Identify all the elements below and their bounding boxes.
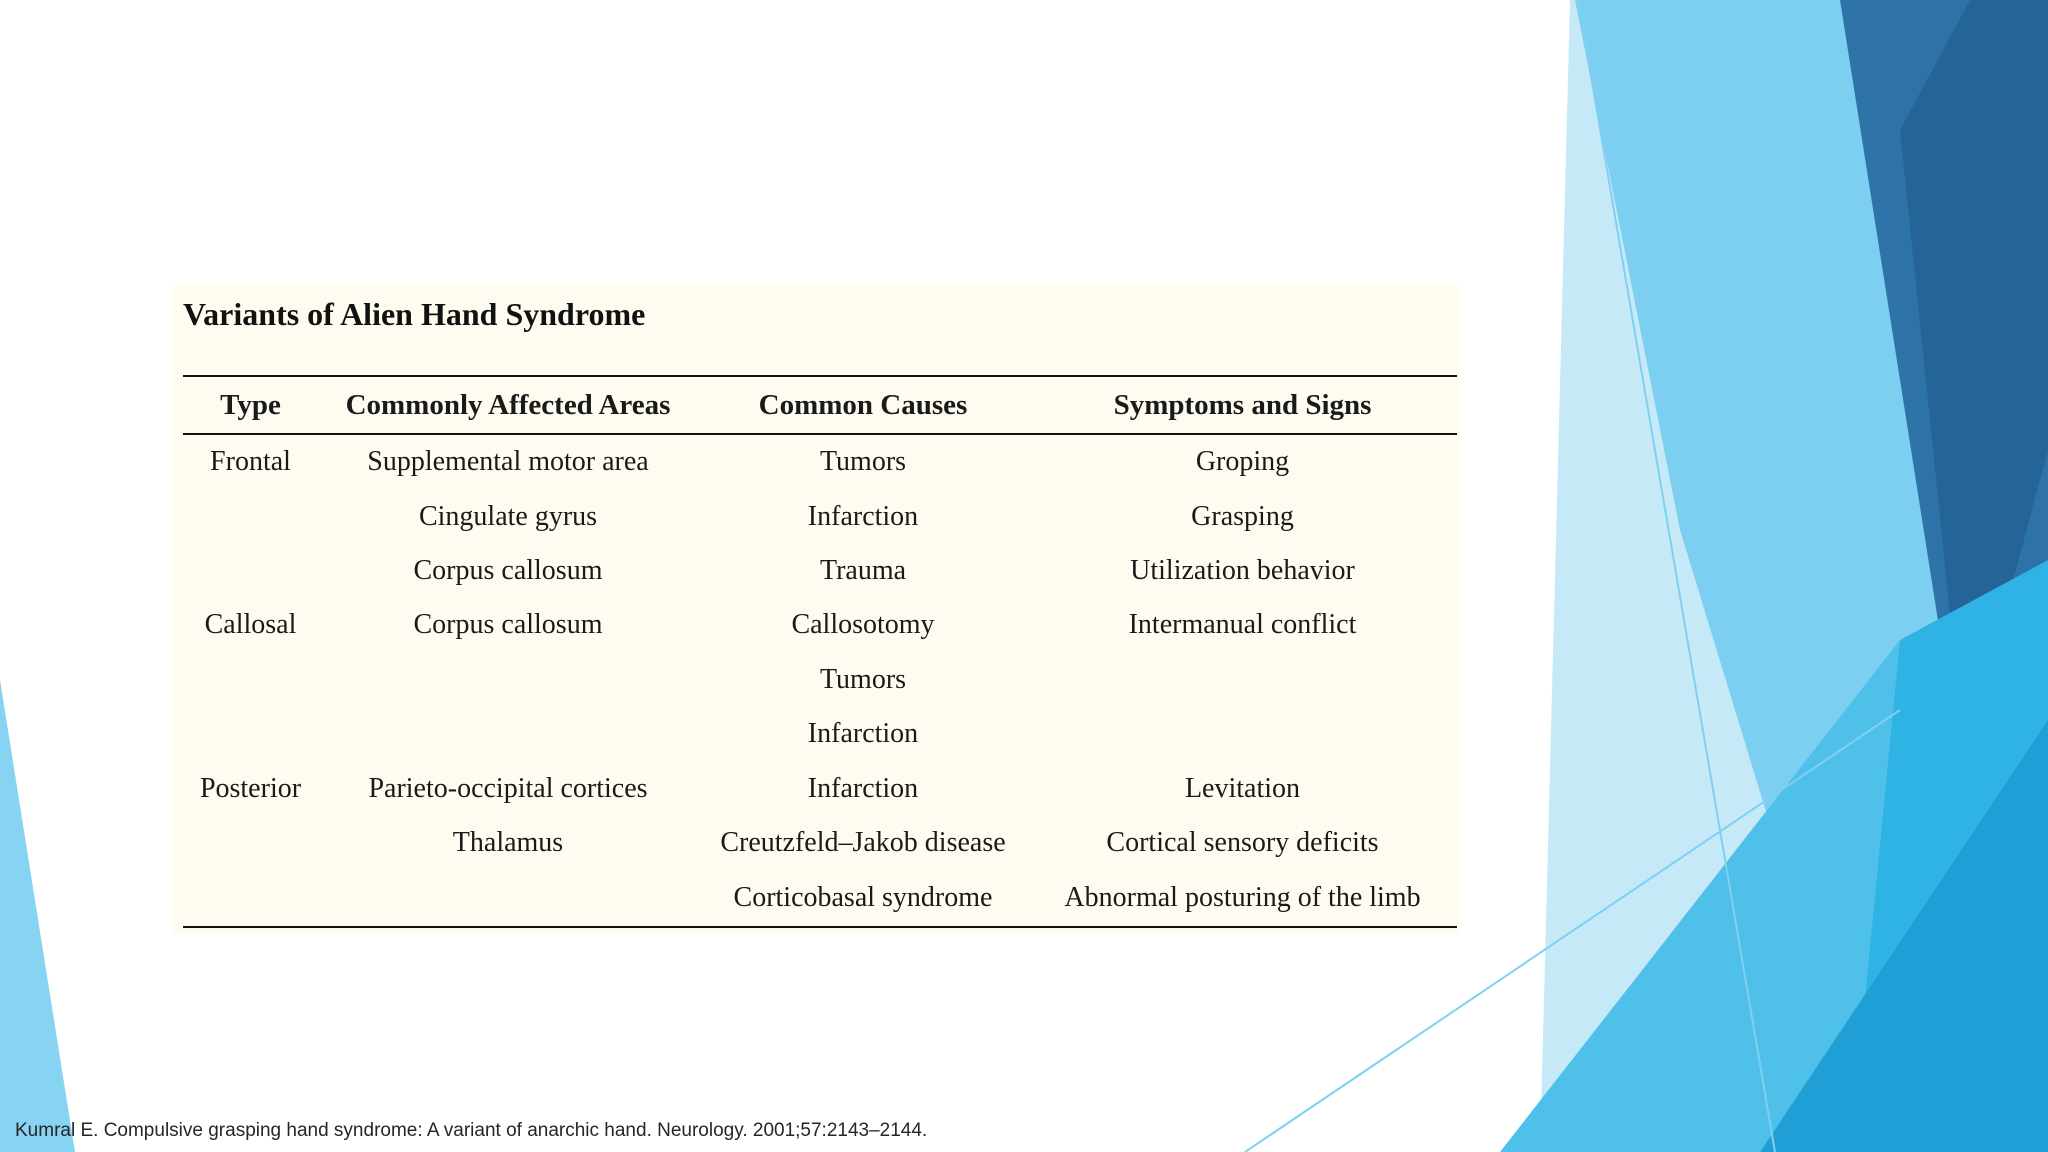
table-row xyxy=(183,544,1457,598)
cell-type xyxy=(183,870,318,927)
header-affected-areas: Commonly Affected Areas xyxy=(345,388,671,421)
cell-type: Posterior xyxy=(199,772,302,804)
cell-cause: Infarction xyxy=(807,500,919,532)
cell-affected-area: Cingulate gyrus xyxy=(418,500,598,532)
cell-affected-area xyxy=(318,870,698,927)
table-row xyxy=(183,434,1457,489)
header-symptoms-signs: Symptoms and Signs xyxy=(1113,388,1372,421)
cell-type xyxy=(183,707,318,761)
cell-cause: Infarction xyxy=(807,772,919,804)
cell-type xyxy=(183,544,318,598)
left-accent-shape xyxy=(0,680,75,1152)
cell-affected-area: Parieto-occipital cortices xyxy=(368,772,648,804)
cell-cause: Tumors xyxy=(819,446,907,478)
cell-type xyxy=(183,653,318,707)
header-common-causes: Common Causes xyxy=(758,388,968,421)
table-row xyxy=(183,761,1457,815)
cell-affected-area xyxy=(318,653,698,707)
table-title: Variants of Alien Hand Syndrome xyxy=(183,296,646,332)
cell-cause: Corticobasal syndrome xyxy=(733,882,993,914)
cell-symptom: Utilization behavior xyxy=(1130,554,1355,586)
cell-symptom: Grasping xyxy=(1191,500,1294,532)
cell-cause: Creutzfeld–Jakob disease xyxy=(720,826,1006,858)
cell-affected-area: Corpus callosum xyxy=(413,554,603,586)
cell-symptom xyxy=(1028,707,1457,761)
cell-cause: Callosotomy xyxy=(791,609,935,641)
cell-cause: Tumors xyxy=(819,663,907,695)
table-row xyxy=(183,598,1457,652)
citation-footnote: Kumral E. Compulsive grasping hand syndrome: A variant of anarchic hand. Neurology. 2001;57:2143–2144. xyxy=(15,1120,928,1141)
table-row xyxy=(183,816,1457,870)
cell-affected-area: Corpus callosum xyxy=(413,609,603,641)
table-row xyxy=(183,489,1457,543)
cell-type xyxy=(183,489,318,543)
table-header-row xyxy=(183,376,1457,434)
header-type: Type xyxy=(220,388,281,421)
table-row xyxy=(183,707,1457,761)
table-row xyxy=(183,870,1457,927)
cell-affected-area xyxy=(318,707,698,761)
cell-symptom: Cortical sensory deficits xyxy=(1106,826,1379,858)
cell-affected-area: Thalamus xyxy=(452,826,564,858)
cell-cause: Infarction xyxy=(807,718,919,750)
cell-symptom: Groping xyxy=(1195,446,1290,478)
cell-type xyxy=(183,816,318,870)
syndrome-table xyxy=(183,375,1457,928)
table-panel xyxy=(176,288,1456,932)
cell-symptom: Intermanual conflict xyxy=(1128,609,1357,641)
table-row xyxy=(183,653,1457,707)
cell-type: Callosal xyxy=(204,609,297,641)
cell-type: Frontal xyxy=(210,446,291,478)
cell-symptom: Abnormal posturing of the limb xyxy=(1064,882,1421,914)
cell-symptom: Levitation xyxy=(1184,772,1301,804)
cell-symptom xyxy=(1028,653,1457,707)
cell-cause: Trauma xyxy=(819,554,907,586)
cell-affected-area: Supplemental motor area xyxy=(367,446,649,478)
